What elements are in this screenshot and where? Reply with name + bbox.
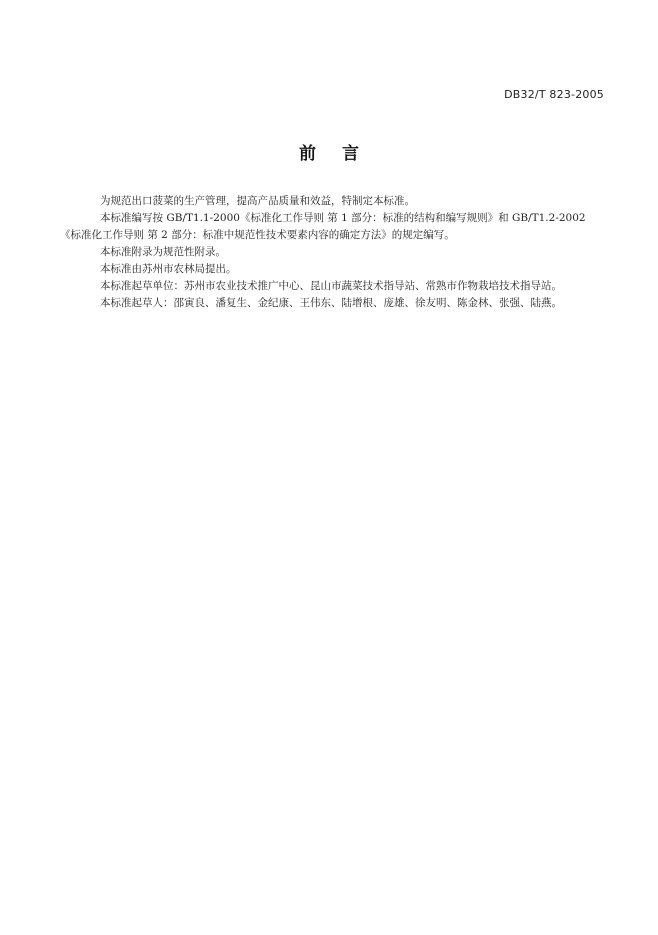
paragraph-appendix: 本标准附录为规范性附录。	[100, 246, 226, 258]
paragraph-drafting-rules	[60, 210, 610, 244]
page-title: 前言	[299, 144, 385, 164]
paragraph-drafters: 本标准起草人：邵寅良、潘复生、金纪康、王伟东、陆增根、庞雄、徐友明、陈金林、张强、陆燕。	[100, 297, 562, 309]
paragraph-drafting-units: 本标准起草单位：苏州市农业技术推广中心、昆山市蔬菜技术指导站、常熟市作物栽培技术指导站。	[100, 280, 562, 292]
paragraph-drafting-rules-line1: 本标准编写按 GB/T1.1-2000《标准化工作导则 第 1 部分：标准的结构和编写规则》和 GB/T1.2-2002	[100, 212, 586, 224]
paragraph-proposer: 本标准由苏州市农林局提出。	[100, 263, 237, 275]
foreword-body	[60, 193, 610, 312]
paragraph-purpose: 为规范出口菠菜的生产管理，提高产品质量和效益，特制定本标准。	[100, 195, 415, 207]
paragraph-drafting-rules-line2: 《标准化工作导则 第 2 部分：标准中规范性技术要素内容的确定方法》的规定编写。	[60, 229, 455, 241]
document-code: DB32/T 823-2005	[504, 88, 604, 101]
